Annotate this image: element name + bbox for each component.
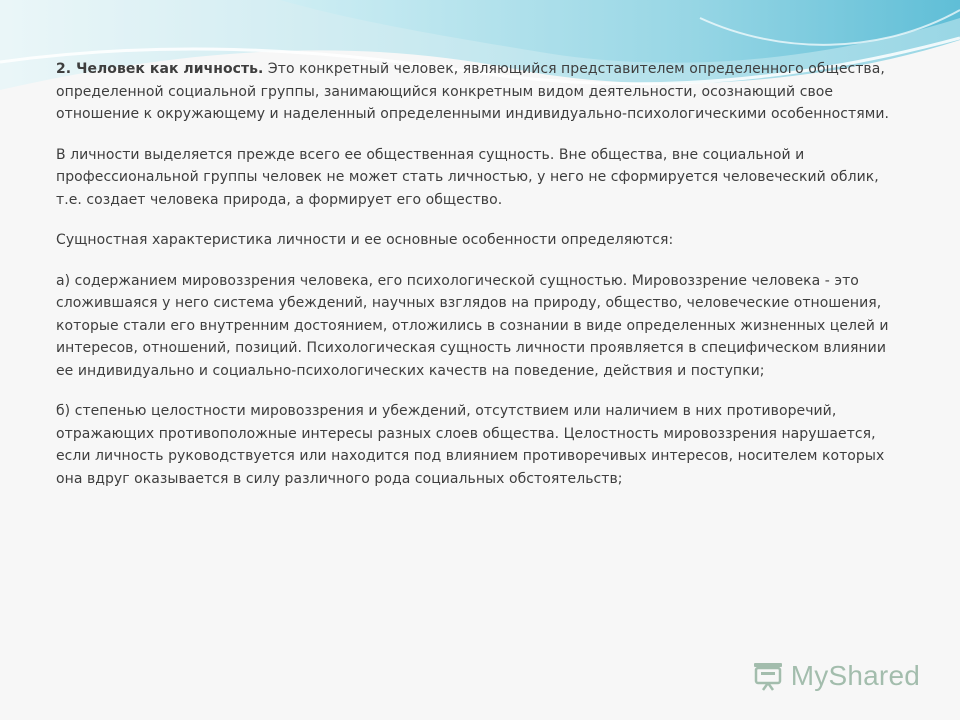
- paragraph-text: б) степенью целостности мировоззрения и убеждений, отсутствием или наличием в них противоречий, отражающих противоположные интересы разных слоев общества. Целостность мировоззрения нарушается, если личность руководствуется или находится под влиянием противоречивых интересов, носителем которых она вдруг оказывается в силу различного рода социальных обстоятельств;: [56, 403, 885, 487]
- paragraph-text: а) содержанием мировоззрения человека, его психологической сущностью. Мировоззрение человека - это сложившаяся у него система убеждений, научных взглядов на природу, общество, человеческие отношения, которые стали его внутренним достоянием, отложились в сознании в виде определенных жизненных целей и интересов, отношений, позиций. Психологическая сущность личности проявляется в специфическом влиянии ее индивидуально и социально-психологических качеств на поведение, действия и поступки;: [56, 272, 889, 379]
- watermark-text: MyShared: [790, 660, 920, 691]
- paragraph: [56, 229, 906, 252]
- paragraph-text: Сущностная характеристика личности и ее основные особенности определяются:: [56, 232, 674, 248]
- paragraph: [56, 400, 906, 490]
- paragraph-text: В личности выделяется прежде всего ее общественная сущность. Вне общества, вне социальной и профессиональной группы человек не может стать личностью, у него не сформируется человеческий облик, т.е. создает человека природа, а формирует его общество.: [56, 146, 879, 208]
- projector-screen-icon: [751, 661, 785, 691]
- watermark: [751, 660, 920, 692]
- paragraph-text: Это конкретный человек, являющийся представителем определенного общества, определенной социальной группы, занимающийся конкретным видом деятельности, осознающий свое отношение к окружающему и наделенный определенными индивидуально-психологическими особенностями.: [56, 61, 889, 122]
- paragraph: [56, 144, 906, 212]
- paragraph-lead: 2. Человек как личность.: [56, 61, 264, 77]
- paragraph: [56, 58, 906, 126]
- slide-body: [56, 58, 906, 508]
- paragraph: [56, 270, 906, 383]
